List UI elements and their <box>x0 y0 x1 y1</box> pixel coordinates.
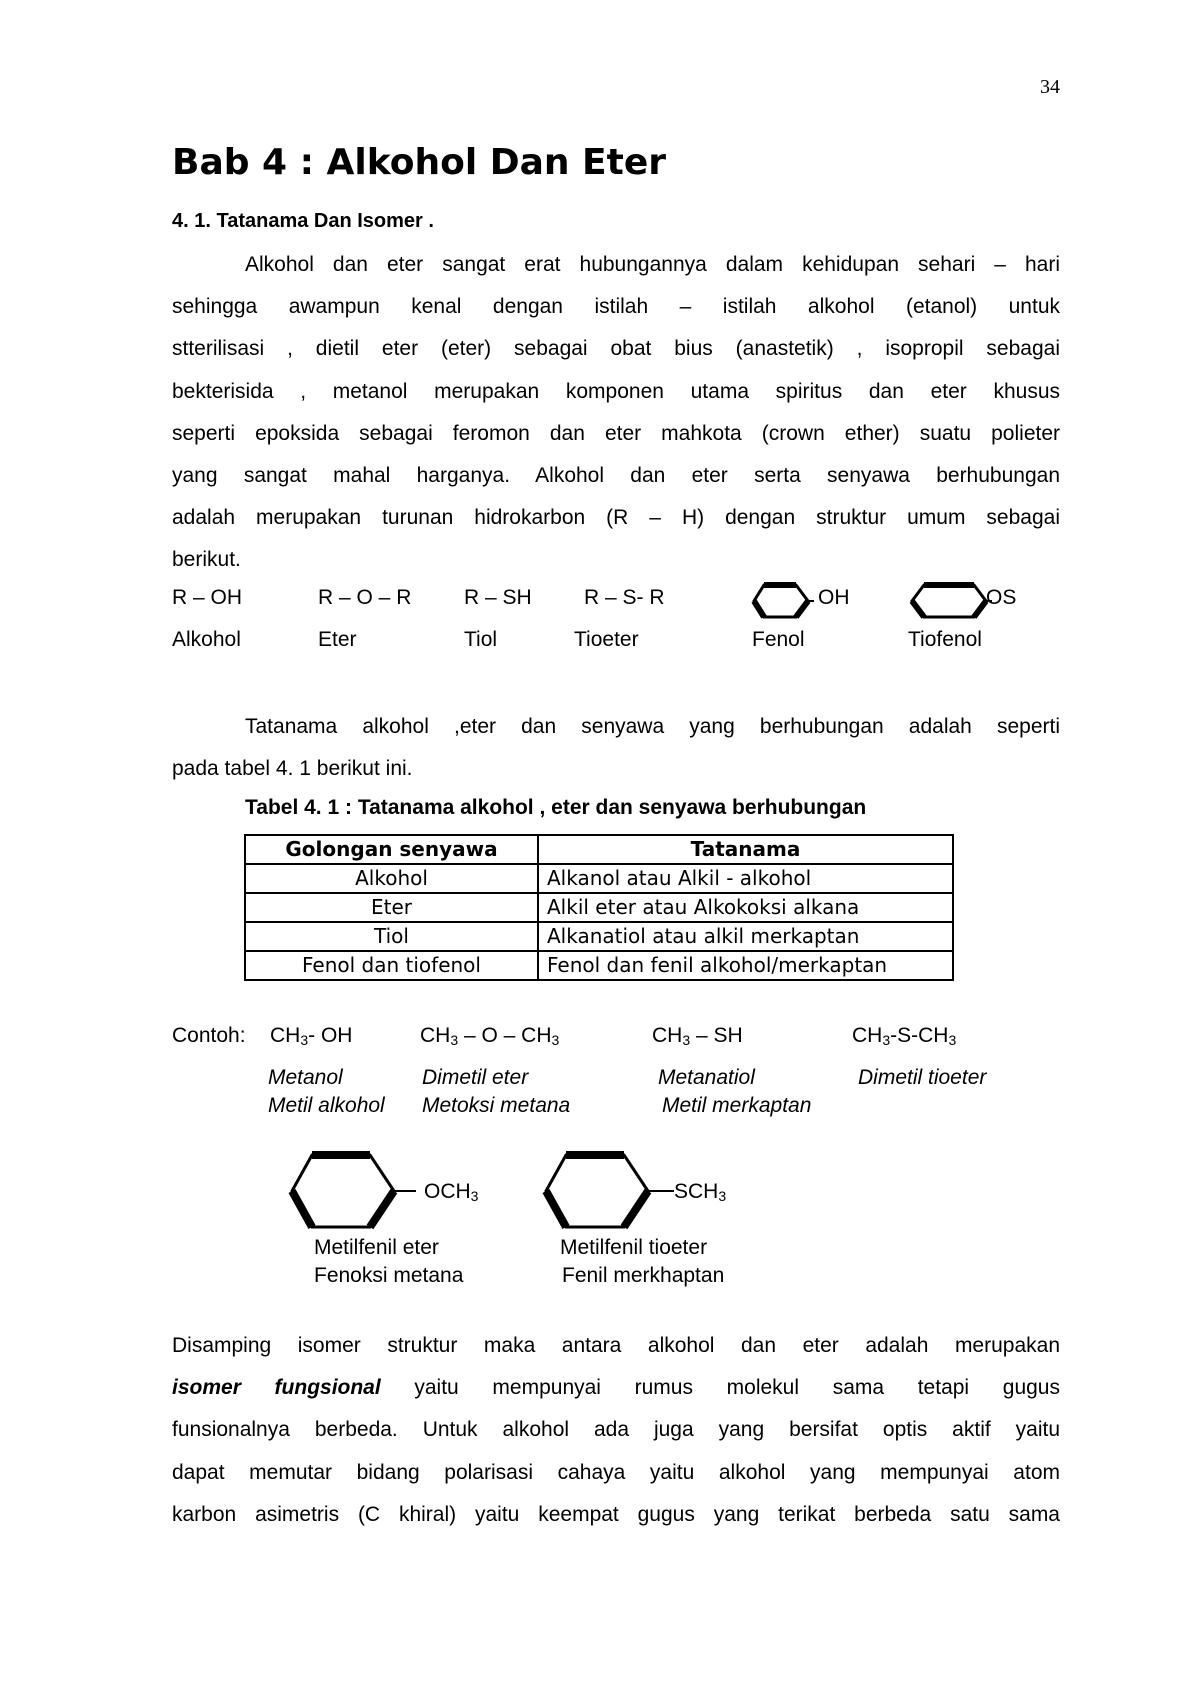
structure-formula: OH <box>818 586 850 609</box>
table-row <box>245 864 953 893</box>
closing-line: funsionalnya berbeda. Untuk alkohol ada juga yang bersifat optis aktif yaitu <box>172 1418 1060 1442</box>
structure-name: Tiol <box>464 628 498 651</box>
chapter-title: Bab 4 : Alkohol Dan Eter <box>172 142 666 183</box>
intro-paragraph <box>172 244 1060 582</box>
intro-line: Alkohol dan eter sangat erat hubungannya dalam kehidupan sehari – hari <box>245 253 1060 276</box>
table-cell: Alkil eter atau Alkokoksi alkana <box>538 893 953 922</box>
intro-line: adalah merupakan turunan hidrokarbon (R – H) dengan struktur umum sebagai <box>172 506 1060 530</box>
formula-part: CH <box>652 1024 683 1047</box>
closing-line: dapat memutar bidang polarisasi cahaya yaitu alkohol yang mempunyai atom <box>172 1460 1060 1484</box>
table-cell: Alkohol <box>245 864 538 893</box>
structure-name: Tiofenol <box>908 628 982 651</box>
examples-label: Contoh: <box>172 1024 246 1047</box>
intro-line: stterilisasi , dietil eter (eter) sebagai obat bius (anastetik) , isopropil sebagai <box>172 337 1060 361</box>
aromatic-name: Fenoksi metana <box>314 1264 464 1287</box>
formula-subscript: 3 <box>450 1032 459 1048</box>
table-header-row <box>245 835 953 864</box>
closing-line: karbon asimetris (C khiral) yaitu keempat gugus yang terikat berbeda satu sama <box>172 1502 1060 1526</box>
formula-part: – O – CH <box>458 1024 552 1047</box>
formula-part: CH <box>852 1024 883 1047</box>
example-formula <box>420 1024 559 1048</box>
structure-formula: R – SH <box>464 586 532 609</box>
page-number: 34 <box>1040 76 1060 98</box>
intro-line: sehingga awampun kenal dengan istilah – istilah alkohol (etanol) untuk <box>172 295 1060 319</box>
table-header-cell: Golongan senyawa <box>245 835 538 864</box>
formula-subscript: 3 <box>551 1032 560 1048</box>
intro-line: yang sangat mahal harganya. Alkohol dan eter serta senyawa berhubungan <box>172 464 1060 488</box>
formula-part: - OH <box>308 1024 353 1047</box>
intro-line: berikut. <box>172 548 241 572</box>
structure-formula: R – O – R <box>318 586 412 609</box>
formula-part: OCH <box>424 1180 471 1203</box>
table-header-cell: Tatanama <box>538 835 953 864</box>
example-name: Metil alkohol <box>268 1094 385 1117</box>
formula-part: – SH <box>690 1024 743 1047</box>
formula-part: CH <box>420 1024 451 1047</box>
formula-subscript: 3 <box>718 1188 727 1204</box>
closing-line: Disamping isomer struktur maka antara alkohol dan eter adalah merupakan <box>172 1334 1060 1357</box>
benzene-ring-icon <box>910 582 992 620</box>
structure-name: Tioeter <box>574 628 639 651</box>
formula-subscript: 3 <box>682 1032 691 1048</box>
formula-subscript: 3 <box>948 1032 957 1048</box>
nomenclature-table <box>244 834 954 981</box>
isomer-term: isomer fungsional <box>172 1376 381 1400</box>
table-cell: Fenol dan fenil alkohol/merkaptan <box>538 951 953 980</box>
example-name: Metanatiol <box>658 1066 755 1089</box>
aromatic-group <box>424 1180 478 1204</box>
table-caption: Tabel 4. 1 : Tatanama alkohol , eter dan senyawa berhubungan <box>245 796 867 819</box>
formula-part: CH <box>270 1024 301 1047</box>
structure-formula: OS <box>986 586 1017 609</box>
structure-name: Fenol <box>752 628 805 651</box>
intro-line: bekterisida , metanol merupakan komponen utama spiritus dan eter khusus <box>172 379 1060 403</box>
table-cell: Tiol <box>245 922 538 951</box>
aromatic-name: Fenil merkhaptan <box>562 1264 725 1287</box>
table-row <box>245 893 953 922</box>
table-row <box>245 922 953 951</box>
structure-formula: R – OH <box>172 586 243 609</box>
section-title: 4. 1. Tatanama Dan Isomer . <box>172 210 434 232</box>
benzene-ring-icon <box>752 582 814 620</box>
example-name: Metoksi metana <box>422 1094 571 1117</box>
formula-part: SCH <box>674 1180 719 1203</box>
formula-subscript: 3 <box>300 1032 309 1048</box>
aromatic-group <box>674 1180 726 1204</box>
structure-formula: R – S- R <box>584 586 665 609</box>
closing-line <box>172 1367 1060 1409</box>
example-formula <box>270 1024 352 1048</box>
example-formula <box>652 1024 743 1048</box>
table-cell: Eter <box>245 893 538 922</box>
table-cell: Alkanol atau Alkil - alkohol <box>538 864 953 893</box>
formula-subscript: 3 <box>470 1188 479 1204</box>
structure-name: Alkohol <box>172 628 241 651</box>
structure-name: Eter <box>318 628 357 651</box>
example-name: Dimetil eter <box>422 1066 529 1089</box>
nomenclature-paragraph <box>172 706 1060 790</box>
closing-paragraph <box>172 1325 1060 1536</box>
formula-part: -S-CH <box>890 1024 949 1047</box>
example-name: Dimetil tioeter <box>858 1066 987 1089</box>
intro-line: seperti epoksida sebagai feromon dan eter mahkota (crown ether) suatu polieter <box>172 421 1060 445</box>
aromatic-name: Metilfenil eter <box>314 1236 439 1259</box>
example-formula <box>852 1024 956 1048</box>
table-cell: Fenol dan tiofenol <box>245 951 538 980</box>
benzene-ring-icon <box>288 1150 420 1232</box>
closing-line-rest: yaitu mempunyai rumus molekul sama tetapi gugus <box>380 1376 1060 1400</box>
nomenclature-line: pada tabel 4. 1 berikut ini. <box>172 757 413 781</box>
example-name: Metil merkaptan <box>662 1094 812 1117</box>
table-row <box>245 951 953 980</box>
table-cell: Alkanatiol atau alkil merkaptan <box>538 922 953 951</box>
aromatic-name: Metilfenil tioeter <box>560 1236 708 1259</box>
benzene-ring-icon <box>542 1150 674 1232</box>
formula-subscript: 3 <box>882 1032 891 1048</box>
nomenclature-line: Tatanama alkohol ,eter dan senyawa yang berhubungan adalah seperti <box>245 715 1060 738</box>
example-name: Metanol <box>268 1066 343 1089</box>
